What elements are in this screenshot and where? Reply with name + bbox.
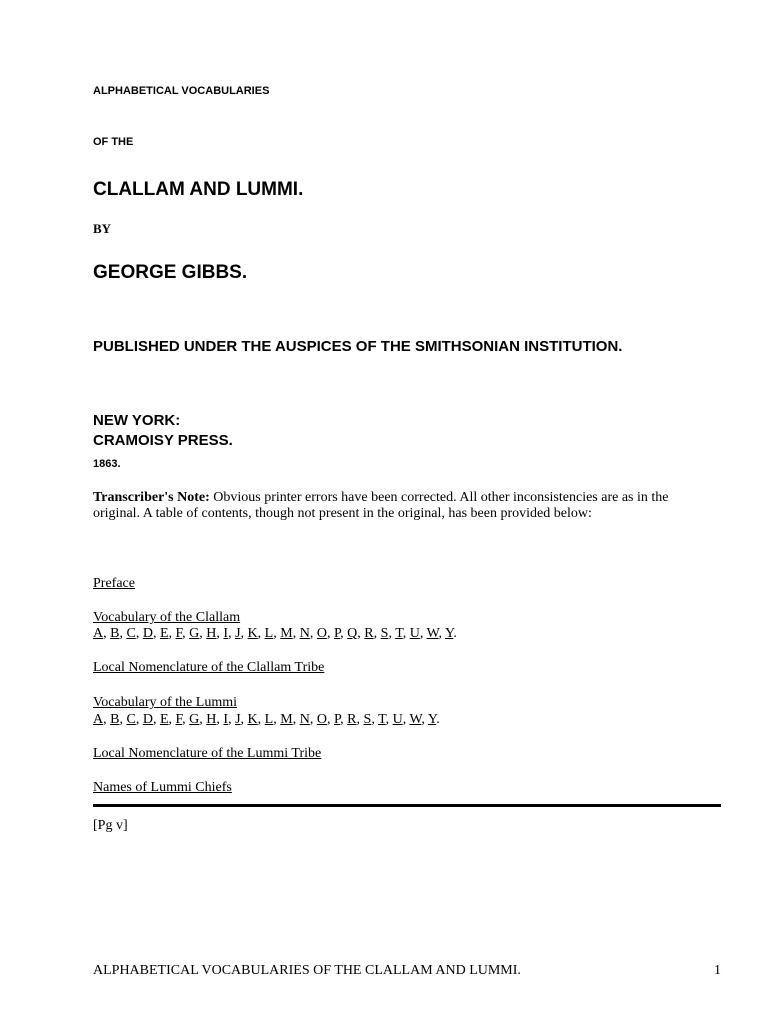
clallam-letter-link-w[interactable]: W — [426, 626, 439, 641]
clallam-letter-separator: , — [438, 626, 445, 641]
lummi-letter-link-b[interactable]: B — [110, 712, 120, 727]
clallam-letter-separator: , — [168, 626, 176, 641]
clallam-letter-link-h[interactable]: H — [206, 626, 217, 641]
clallam-letter-link-e[interactable]: E — [159, 626, 169, 641]
clallam-letter-separator: , — [357, 626, 365, 641]
footer-running-title: ALPHABETICAL VOCABULARIES OF THE CLALLAM AND LUMMI. — [93, 963, 521, 978]
clallam-letter-separator: , — [257, 626, 265, 641]
clallam-letter-link-n[interactable]: N — [299, 626, 310, 641]
clallam-letter-link-q[interactable]: Q — [347, 626, 358, 641]
clallam-letter-link-d[interactable]: D — [142, 626, 153, 641]
lummi-letter-link-g[interactable]: G — [189, 712, 200, 727]
lummi-letter-separator: , — [199, 712, 207, 727]
clallam-letter-separator: , — [216, 626, 224, 641]
lummi-letter-link-c[interactable]: C — [126, 712, 136, 727]
lummi-letter-link-j[interactable]: J — [235, 712, 241, 727]
lummi-letter-link-o[interactable]: O — [316, 712, 327, 727]
lummi-letter-link-s[interactable]: S — [363, 712, 372, 727]
lummi-letter-separator: , — [135, 712, 143, 727]
author-name: GEORGE GIBBS. — [93, 262, 248, 283]
auspices-line: PUBLISHED UNDER THE AUSPICES OF THE SMITHSONIAN INSTITUTION. — [93, 338, 623, 355]
lummi-letter-separator: , — [119, 712, 127, 727]
lummi-letter-separator: , — [103, 712, 111, 727]
of-the-line: OF THE — [93, 136, 134, 148]
clallam-letter-link-p[interactable]: P — [333, 626, 341, 641]
lummi-letter-separator: , — [240, 712, 248, 727]
lummi-letter-separator: , — [421, 712, 428, 727]
lummi-letter-link-l[interactable]: L — [264, 712, 274, 727]
clallam-letter-link-t[interactable]: T — [395, 626, 403, 641]
clallam-letter-separator: , — [199, 626, 207, 641]
toc-link-lummi-vocabulary[interactable]: Vocabulary of the Lummi — [93, 695, 237, 710]
clallam-letter-separator: , — [326, 626, 334, 641]
clallam-letter-separator: , — [135, 626, 143, 641]
toc-link-lummi-chiefs[interactable]: Names of Lummi Chiefs — [93, 780, 232, 795]
clallam-letter-link-k[interactable]: K — [247, 626, 258, 641]
clallam-letter-separator: . — [453, 626, 457, 641]
clallam-letter-separator: , — [228, 626, 236, 641]
clallam-letter-separator: , — [182, 626, 190, 641]
transcribers-note — [93, 490, 693, 522]
note-text: Obvious printer errors have been corrected. All other inconsistencies are as in the original. A table of contents, though not present in the original, has been provided below: — [93, 490, 669, 521]
clallam-letter-link-r[interactable]: R — [364, 626, 374, 641]
clallam-letter-separator: , — [309, 626, 317, 641]
toc-link-preface[interactable]: Preface — [93, 576, 135, 591]
by-line: BY — [93, 221, 112, 236]
page-marker: [Pg v] — [93, 818, 128, 833]
lummi-letter-separator: , — [168, 712, 176, 727]
clallam-letter-separator: , — [292, 626, 300, 641]
lummi-letter-link-n[interactable]: N — [299, 712, 310, 727]
toc-link-clallam-vocabulary[interactable]: Vocabulary of the Clallam — [93, 610, 241, 625]
clallam-letter-separator: , — [273, 626, 281, 641]
lummi-letter-link-f[interactable]: F — [175, 712, 183, 727]
lummi-letter-index — [93, 712, 440, 728]
clallam-letter-link-o[interactable]: O — [316, 626, 327, 641]
lummi-letter-link-i[interactable]: I — [223, 712, 229, 727]
clallam-letter-separator: , — [340, 626, 348, 641]
press-line: CRAMOISY PRESS. — [93, 432, 233, 449]
lummi-letter-link-a[interactable]: A — [93, 712, 104, 727]
toc-link-clallam-local-nomenclature[interactable]: Local Nomenclature of the Clallam Tribe — [93, 660, 325, 675]
note-label: Transcriber's Note: — [93, 490, 210, 505]
lummi-letter-link-k[interactable]: K — [247, 712, 258, 727]
lummi-letter-separator: , — [356, 712, 364, 727]
lummi-letter-link-u[interactable]: U — [392, 712, 403, 727]
lummi-letter-separator: , — [402, 712, 410, 727]
clallam-letter-separator: , — [373, 626, 381, 641]
lummi-letter-separator: , — [371, 712, 379, 727]
lummi-letter-link-h[interactable]: H — [206, 712, 217, 727]
clallam-letter-link-a[interactable]: A — [93, 626, 104, 641]
clallam-letter-link-f[interactable]: F — [175, 626, 183, 641]
clallam-letter-separator: , — [119, 626, 127, 641]
lummi-letter-link-m[interactable]: M — [280, 712, 293, 727]
lummi-letter-link-w[interactable]: W — [409, 712, 422, 727]
year-line: 1863. — [93, 458, 121, 470]
lummi-letter-separator: , — [385, 712, 393, 727]
toc-link-lummi-local-nomenclature[interactable]: Local Nomenclature of the Lummi Tribe — [93, 746, 322, 761]
lummi-letter-separator: , — [309, 712, 317, 727]
lummi-letter-link-d[interactable]: D — [142, 712, 153, 727]
lummi-letter-link-r[interactable]: R — [347, 712, 357, 727]
lummi-letter-link-e[interactable]: E — [159, 712, 169, 727]
lummi-letter-separator: , — [216, 712, 224, 727]
clallam-letter-link-y[interactable]: Y — [445, 626, 454, 641]
lummi-letter-link-p[interactable]: P — [333, 712, 341, 727]
series-title: ALPHABETICAL VOCABULARIES — [93, 85, 270, 97]
clallam-letter-separator: , — [388, 626, 396, 641]
clallam-letter-link-i[interactable]: I — [223, 626, 229, 641]
lummi-letter-separator: , — [273, 712, 281, 727]
lummi-letter-separator: , — [326, 712, 334, 727]
clallam-letter-separator: , — [419, 626, 427, 641]
clallam-letter-link-m[interactable]: M — [280, 626, 293, 641]
lummi-letter-link-y[interactable]: Y — [427, 712, 437, 727]
clallam-letter-separator: , — [103, 626, 111, 641]
clallam-letter-link-l[interactable]: L — [264, 626, 274, 641]
clallam-letter-separator: , — [240, 626, 248, 641]
clallam-letter-link-s[interactable]: S — [380, 626, 389, 641]
lummi-letter-separator: , — [228, 712, 236, 727]
lummi-letter-separator: , — [257, 712, 265, 727]
place-line: NEW YORK: — [93, 412, 181, 429]
clallam-letter-separator: , — [152, 626, 160, 641]
clallam-letter-separator: , — [402, 626, 410, 641]
clallam-letter-link-u[interactable]: U — [409, 626, 420, 641]
footer-page-number: 1 — [714, 963, 721, 978]
lummi-letter-separator: , — [152, 712, 160, 727]
main-title: CLALLAM AND LUMMI. — [93, 179, 304, 200]
clallam-letter-link-g[interactable]: G — [189, 626, 200, 641]
horizontal-rule — [93, 804, 721, 807]
clallam-letter-link-c[interactable]: C — [126, 626, 136, 641]
clallam-letter-link-b[interactable]: B — [110, 626, 120, 641]
clallam-letter-index — [93, 626, 457, 642]
lummi-letter-separator: , — [292, 712, 300, 727]
lummi-letter-separator: . — [436, 712, 440, 727]
lummi-letter-separator: , — [340, 712, 348, 727]
clallam-letter-link-j[interactable]: J — [235, 626, 241, 641]
lummi-letter-separator: , — [182, 712, 190, 727]
lummi-letter-link-t[interactable]: T — [378, 712, 386, 727]
